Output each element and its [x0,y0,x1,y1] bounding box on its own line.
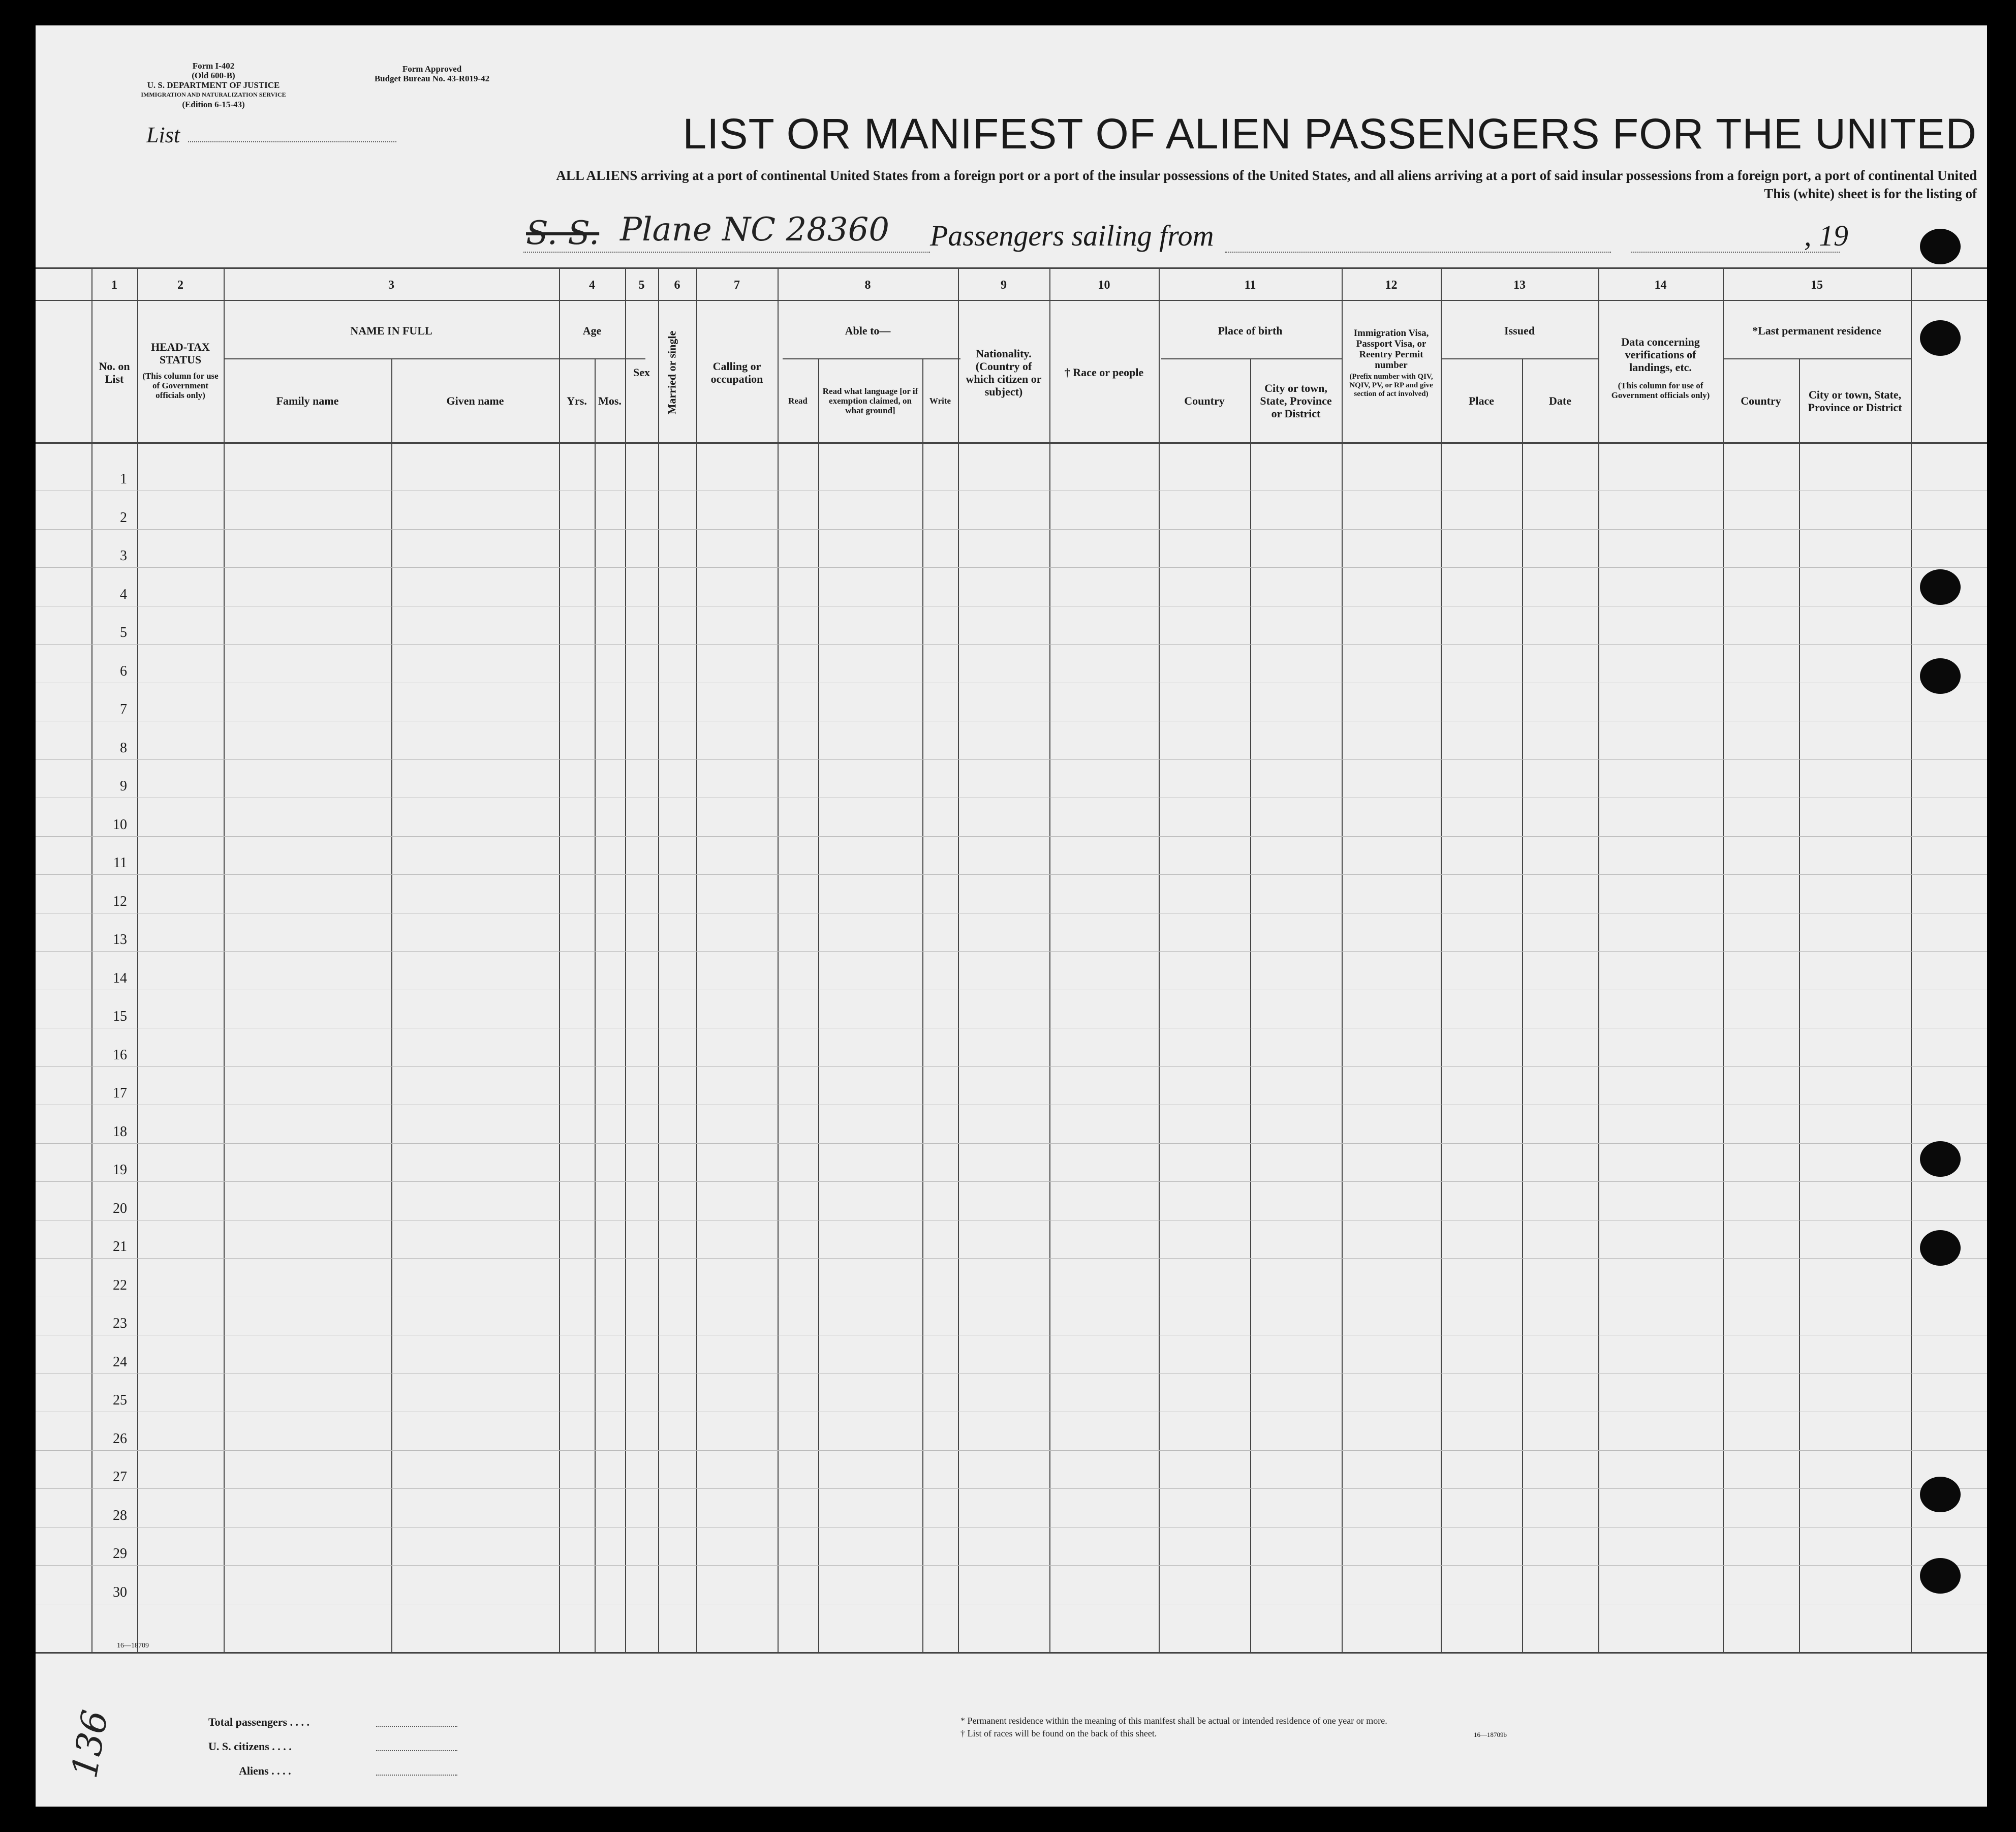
form-approved: Form Approved [402,64,462,74]
heading-given-name: Given name [446,394,504,407]
row-number: 2 [120,509,127,526]
vessel-prefix: S. S. [526,215,600,252]
row-number: 26 [113,1430,127,1447]
heading-birth-country: Country [1184,394,1225,407]
row-number: 23 [113,1316,127,1331]
footer-code: 16—18709b [1474,1731,1507,1738]
binder-hole [1920,658,1961,694]
row-number: 20 [113,1200,127,1216]
passenger-rows [36,444,1987,1652]
column-number-rule [36,300,1987,301]
heading-last-residence: *Last permanent residence [1752,324,1881,337]
row-number: 1 [120,471,127,487]
row-number: 4 [120,586,127,602]
heading-married-single: Married or single [665,330,678,415]
col-number-15: 15 [1811,279,1823,292]
row-number: 19 [113,1162,127,1178]
col-number-4: 4 [589,279,595,292]
form-approval [366,64,498,83]
row-number: 15 [113,1009,127,1024]
form-number: Form I-402 [192,61,235,71]
heading-issued: Issued [1504,324,1535,337]
row-rule [36,529,1987,530]
row-number: 14 [113,970,127,986]
row-rule [36,836,1987,837]
row-rule [36,1373,1987,1374]
col-number-10: 10 [1098,279,1110,292]
row-number: 22 [113,1277,127,1293]
total-passengers-field[interactable] [376,1726,457,1727]
heading-family-name: Family name [276,394,339,407]
row-rule [36,874,1987,875]
verification-title: Data concerning verifications of landings, etc. [1621,335,1700,374]
sailing-port-field[interactable] [1225,252,1611,253]
binder-hole [1920,320,1961,356]
verification-note: (This column for use of Government officials only) [1611,381,1710,400]
department: U. S. DEPARTMENT OF JUSTICE [147,80,280,90]
heading-birth-city: City or town, State, Province or District [1260,382,1332,420]
row-rule [36,1143,1987,1144]
list-label: List [146,123,180,147]
total-passengers-label: Total passengers . . . . [208,1716,310,1728]
row-number: 8 [120,740,127,756]
race-footnote: † List of races will be found on the back of this sheet. [960,1728,1157,1738]
us-citizens-label: U. S. citizens . . . . [208,1740,292,1753]
binder-hole [1920,1558,1961,1594]
row-number: 9 [120,778,127,794]
row-number: 13 [113,932,127,948]
row-rule [36,1258,1987,1259]
binder-hole [1920,1477,1961,1512]
page-title: LIST OR MANIFEST OF ALIEN PASSENGERS FOR THE UNITED [683,110,1977,158]
row-rule [36,1450,1987,1451]
year-prefix: , 19 [1804,219,1848,252]
heading-place-of-birth: Place of birth [1218,324,1283,337]
heading-res-city: City or town, State, Province or District [1808,388,1902,414]
row-number: 29 [113,1546,127,1562]
row-rule [36,1565,1987,1566]
row-number: 10 [113,816,127,833]
col-number-8: 8 [864,279,871,292]
heading-no-on-list: No. on List [99,359,130,385]
row-rule [36,644,1987,645]
row-number: 17 [113,1085,127,1101]
row-number: 25 [113,1392,127,1408]
row-number: 18 [113,1123,127,1140]
vessel-field-line [523,252,930,253]
row-rule [36,1527,1987,1528]
manifest-sheet [36,25,1987,1807]
row-number: 21 [113,1239,127,1255]
heading-read: Read [788,396,808,406]
heading-age-mos: Mos. [598,394,622,407]
visa-note: (Prefix number with QIV, NQIV, PV, or RP and give section of act involved) [1349,373,1433,398]
heading-head-tax [137,341,224,400]
row-number: 16 [113,1047,127,1063]
print-code: 16—18709 [117,1642,149,1650]
row-number: 28 [113,1507,127,1523]
binder-hole [1920,229,1961,264]
binder-hole [1920,1230,1961,1266]
heading-issued-place: Place [1468,394,1495,407]
row-rule [36,567,1987,568]
row-number: 30 [113,1584,127,1600]
us-citizens-field[interactable] [376,1750,457,1751]
heading-sex: Sex [633,366,650,379]
heading-calling: Calling or occupation [710,359,763,385]
budget-bureau: Budget Bureau No. 43-R019-42 [374,74,490,83]
col-number-3: 3 [388,279,394,292]
row-number: 5 [120,625,127,640]
vessel-name-handwritten[interactable]: Plane NC 28360 [620,211,890,249]
heading-age: Age [582,324,602,337]
heading-res-country: Country [1741,394,1781,407]
row-number: 24 [113,1354,127,1370]
heading-able-to: Able to— [845,324,891,337]
visa-title: Immigration Visa, Passport Visa, or Reentry Permit number [1353,328,1429,371]
head-tax-note: (This column for use of Government officials only) [142,371,219,400]
row-rule [36,759,1987,760]
row-rule [36,1488,1987,1489]
col-number-11: 11 [1244,279,1256,292]
col-number-13: 13 [1513,279,1526,292]
sailing-label: Passengers sailing from [930,219,1214,252]
col-number-7: 7 [734,279,740,292]
old-form-number: (Old 600-B) [192,71,235,80]
row-rule [36,1066,1987,1067]
row-number: 27 [113,1469,127,1485]
col-number-9: 9 [1001,279,1007,292]
heading-nationality: Nationality. (Country of which citizen or subject) [966,347,1042,398]
heading-race: † Race or people [1064,366,1144,379]
heading-issued-date: Date [1549,394,1571,407]
binder-hole [1920,1141,1961,1177]
row-rule [36,1181,1987,1182]
row-number: 11 [113,855,127,871]
aliens-label: Aliens . . . . [239,1764,291,1777]
form-identification [141,61,286,109]
row-number: 3 [120,548,127,564]
margin-note-handwritten: 136 [63,1707,116,1781]
list-number-field[interactable] [188,141,396,142]
residence-footnote: * Permanent residence within the meaning of this manifest shall be actual or intended residence of one year or more. [960,1716,1387,1726]
col-number-6: 6 [674,279,680,292]
row-number: 6 [120,663,127,679]
table-top-rule [36,267,1987,269]
heading-write: Write [929,396,951,406]
col-number-14: 14 [1654,279,1667,292]
col-number-2: 2 [177,279,183,292]
heading-age-yrs: Yrs. [567,394,587,407]
heading-read-language: Read what language [or if exemption claimed, on what ground] [822,386,918,415]
col-number-5: 5 [638,279,645,292]
heading-verification [1598,335,1723,400]
instruction-line-2: This (white) sheet is for the listing of [1764,186,1977,201]
row-rule [36,951,1987,952]
heading-name-in-full: NAME IN FULL [350,324,432,337]
edition: (Edition 6-15-43) [182,100,245,109]
col-number-1: 1 [111,279,117,292]
row-number: 7 [120,701,127,717]
aliens-field[interactable] [376,1775,457,1776]
col-number-12: 12 [1385,279,1398,292]
service: IMMIGRATION AND NATURALIZATION SERVICE [141,91,286,98]
head-tax-title: HEAD-TAX STATUS [151,341,210,366]
instruction-line-1: ALL ALIENS arriving at a port of continental United States from a foreign port or a port of the insular possessions of the United States, and all aliens arriving at a port of said insular possessions from a foreign port, a port of continental United [556,168,1977,183]
row-number: 12 [113,893,127,909]
binder-hole [1920,569,1961,605]
heading-visa [1342,328,1441,399]
table-bottom-rule [36,1652,1987,1654]
